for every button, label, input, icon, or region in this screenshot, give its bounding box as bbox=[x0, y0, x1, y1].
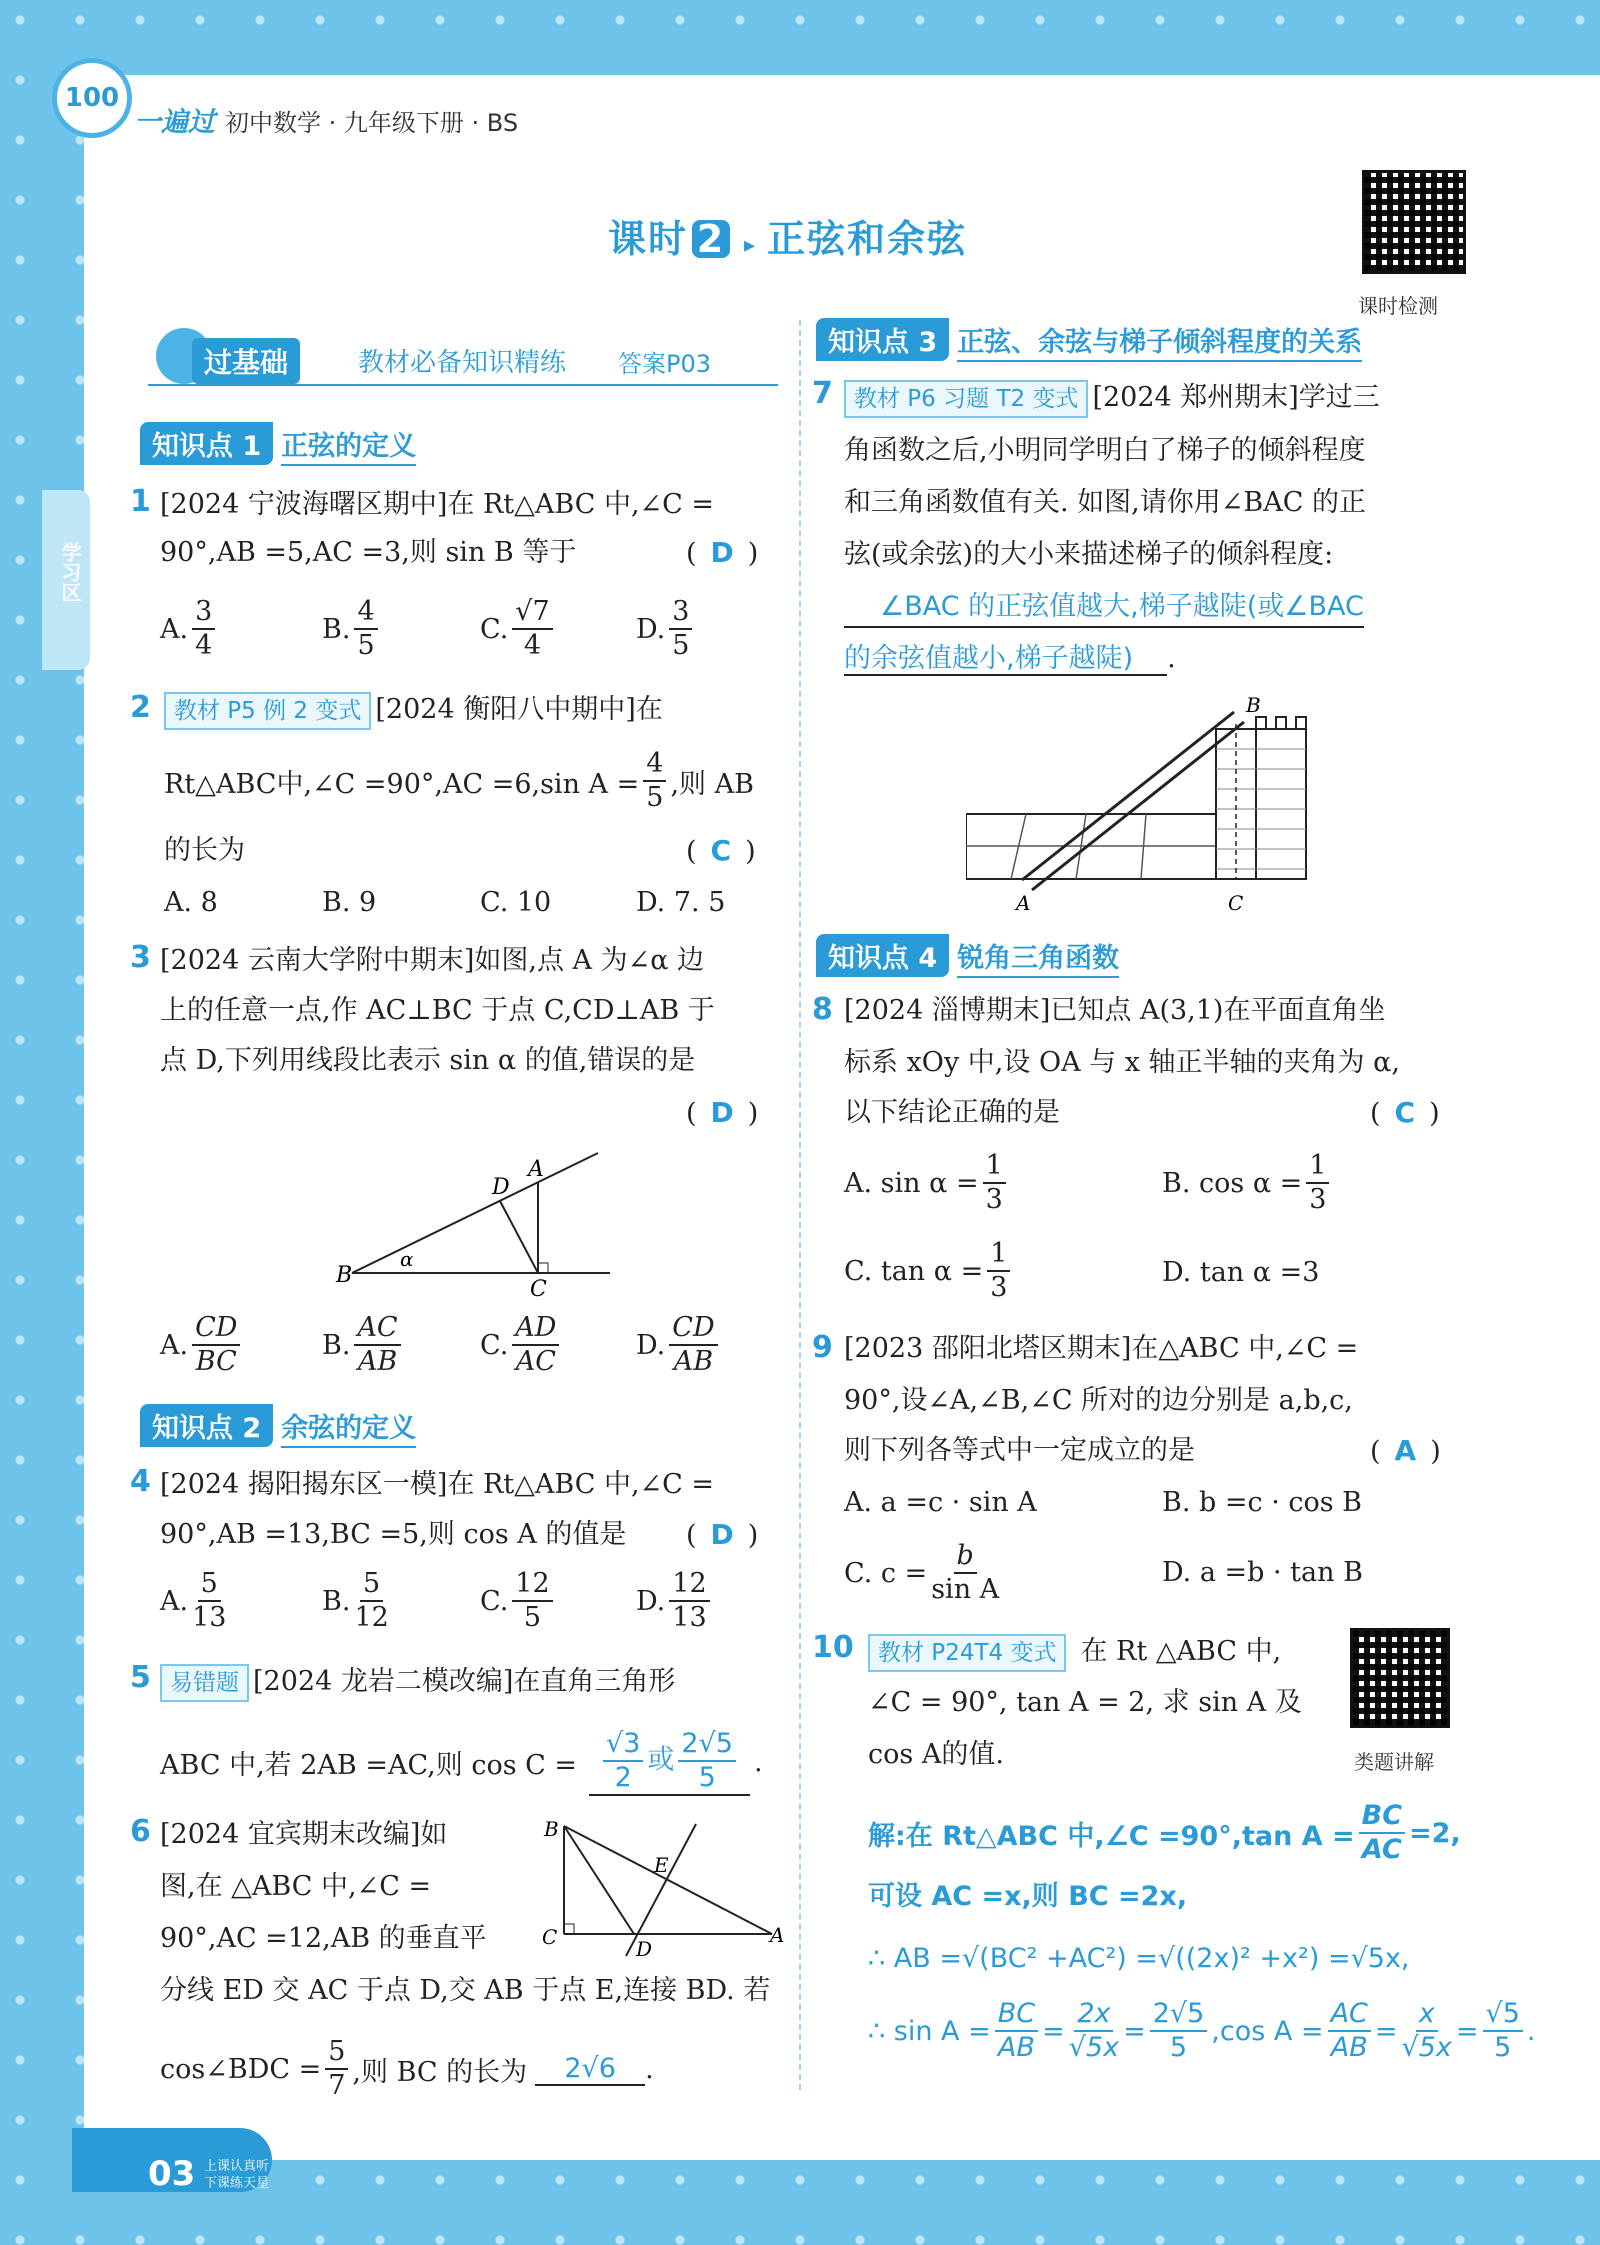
frac-den: sin A bbox=[931, 1574, 1000, 1605]
q7-text: [2024 郑州期末]学过三 bbox=[1092, 382, 1380, 413]
side-tab-label: 学习区 bbox=[58, 542, 82, 602]
q6-figure bbox=[536, 1816, 792, 1966]
title-arrow-icon: ▸ bbox=[744, 233, 758, 258]
frac-den: 5 bbox=[1169, 2032, 1188, 2063]
frac-num: 2x bbox=[1074, 1998, 1113, 2032]
q6-line-2: 图,在 △ABC 中,∠C = bbox=[160, 1871, 432, 1902]
frac-num: BC bbox=[1359, 1800, 1405, 1834]
title-number: 2 bbox=[692, 220, 730, 258]
fig-line-ba bbox=[564, 1826, 772, 1934]
option-label: C. bbox=[480, 613, 509, 645]
q6-end: . bbox=[645, 2053, 654, 2085]
q3-line-3: 点 D,下列用线段比表示 sin α 的值,错误的是 bbox=[160, 1045, 696, 1076]
option-label: A. bbox=[160, 1585, 189, 1617]
qr-label: 类题讲解 bbox=[1354, 1750, 1434, 1774]
frac-num: AC bbox=[1328, 1998, 1371, 2032]
frac-den: 4 bbox=[523, 630, 542, 661]
section-banner bbox=[148, 328, 778, 388]
q3-line-1: [2024 云南大学附中期末]如图,点 A 为∠α 边 bbox=[160, 945, 705, 976]
frac-den: 3 bbox=[985, 1184, 1003, 1215]
answer-num: 2√5 bbox=[678, 1728, 736, 1762]
option-text: A. sin α = bbox=[844, 1167, 979, 1199]
fig-right-angle bbox=[564, 1924, 574, 1934]
frac-num: b bbox=[954, 1540, 977, 1574]
frac-den: √5x bbox=[1068, 2032, 1120, 2063]
header-brand bbox=[134, 100, 518, 139]
q4-option-d[interactable] bbox=[636, 1568, 714, 1634]
q7-line-3: 和三角函数值有关. 如图,请你用∠BAC 的正 bbox=[844, 487, 1366, 518]
answer-letter: A bbox=[1394, 1434, 1417, 1467]
option-text: B. cos α = bbox=[1162, 1167, 1303, 1199]
kp-name: 锐角三角函数 bbox=[957, 943, 1119, 978]
knowledge-point-4 bbox=[816, 934, 1119, 977]
q9-line-2: 90°,设∠A,∠B,∠C 所对的边分别是 a,b,c, bbox=[844, 1385, 1353, 1416]
q10-solution-2: 可设 AC =x,则 BC =2x, bbox=[868, 1881, 1188, 1912]
page-title bbox=[608, 208, 967, 263]
question-number: 6 bbox=[130, 1814, 151, 1849]
q6-line-1: [2024 宜宾期末改编]如 bbox=[160, 1819, 448, 1850]
frac-num: √5 bbox=[1483, 1998, 1523, 2032]
frac-den: 5 bbox=[523, 1602, 542, 1633]
q3-option-a[interactable] bbox=[160, 1312, 244, 1378]
frac-num: 1 bbox=[983, 1150, 1006, 1184]
frac-num: AD bbox=[512, 1312, 559, 1346]
side-tab bbox=[42, 490, 90, 670]
frac-den: 13 bbox=[192, 1602, 227, 1633]
frac-num: CD bbox=[669, 1312, 717, 1346]
question-number: 3 bbox=[130, 940, 151, 975]
question-number: 9 bbox=[812, 1330, 833, 1365]
q2-line-3: 的长为 bbox=[164, 835, 245, 866]
title-prefix: 课时 bbox=[608, 217, 689, 261]
q3-line-2: 上的任意一点,作 AC⊥BC 于点 C,CD⊥AB 于 bbox=[160, 995, 715, 1026]
option-label: C. bbox=[480, 1585, 509, 1617]
option-label: B. bbox=[322, 1329, 351, 1361]
q7-ladder-figure bbox=[966, 694, 1346, 914]
answer-letter: C bbox=[1394, 1096, 1416, 1129]
answer-letter: D bbox=[710, 1096, 734, 1129]
q6-answer: 2√6 bbox=[535, 2053, 645, 2086]
option-label: C. bbox=[480, 1329, 509, 1361]
fig-label-e: E bbox=[654, 1853, 669, 1877]
q1-line-2: 90°,AB =5,AC =3,则 sin B 等于 bbox=[160, 537, 577, 568]
fig-line-bd bbox=[564, 1826, 634, 1934]
question-number: 8 bbox=[812, 992, 833, 1027]
option-label: B. bbox=[322, 613, 351, 645]
q2-text-a: Rt△ABC中,∠C =90°,AC =6,sin A = bbox=[164, 768, 640, 800]
q5-answer bbox=[589, 1728, 750, 1796]
option-text: C. tan α = bbox=[844, 1255, 984, 1287]
q8-line-3: 以下结论正确的是 bbox=[844, 1097, 1060, 1128]
option-label: D. bbox=[636, 1329, 666, 1361]
fig-label-c: C bbox=[530, 1277, 547, 1298]
frac-num: 4 bbox=[354, 596, 377, 630]
q7-line-4: 弦(或余弦)的大小来描述梯子的倾斜程度: bbox=[844, 539, 1334, 570]
frac-num: 12 bbox=[512, 1568, 552, 1602]
q7-answer-2-row bbox=[844, 642, 1176, 676]
q4-line-1: [2024 揭阳揭东区一模]在 Rt△ABC 中,∠C = bbox=[160, 1469, 715, 1500]
frac-num: 5 bbox=[325, 2036, 348, 2070]
frac-den: 7 bbox=[328, 2070, 346, 2101]
frac-num: AC bbox=[354, 1312, 400, 1346]
brand-name: 一遍过 bbox=[134, 107, 215, 138]
knowledge-point-2 bbox=[140, 1404, 416, 1447]
q2-option-c[interactable]: C. 10 bbox=[480, 887, 552, 918]
q4-option-a[interactable] bbox=[160, 1568, 230, 1634]
frac-den: 3 bbox=[990, 1272, 1008, 1303]
frac-num: 3 bbox=[192, 596, 215, 630]
question-number: 4 bbox=[130, 1464, 151, 1499]
answer-letter: D bbox=[710, 536, 734, 569]
q2-answer: ( C ) bbox=[686, 834, 756, 867]
q10-line-1 bbox=[868, 1634, 1281, 1672]
answer-num: √3 bbox=[603, 1728, 643, 1762]
logo-text: 100 bbox=[64, 83, 120, 113]
q8-option-b[interactable] bbox=[1162, 1150, 1333, 1216]
solution-text: ∴ sin A = bbox=[868, 2015, 991, 2047]
option-label: A. bbox=[160, 613, 189, 645]
frac-den: AB bbox=[357, 1346, 398, 1377]
q7-answer-2: 的余弦值越小,梯子越陡) bbox=[844, 643, 1167, 676]
q4-option-c[interactable] bbox=[480, 1568, 557, 1634]
option-label: B. bbox=[322, 1585, 351, 1617]
q1-line-1: [2024 宁波海曙区期中]在 Rt△ABC 中,∠C = bbox=[160, 489, 715, 520]
q8-answer: ( C ) bbox=[1370, 1096, 1440, 1129]
solution-end: . bbox=[1526, 2015, 1536, 2047]
kp-tag: 知识点 2 bbox=[140, 1404, 273, 1447]
frac-den: AB bbox=[673, 1346, 714, 1377]
source-badge: 教材 P6 习题 T2 变式 bbox=[844, 380, 1088, 418]
q5-line-1 bbox=[160, 1664, 675, 1702]
q2-option-b[interactable]: B. 9 bbox=[322, 887, 377, 918]
q4-option-b[interactable] bbox=[322, 1568, 393, 1634]
q9-answer: ( A ) bbox=[1370, 1434, 1441, 1467]
q6-text-a: cos∠BDC = bbox=[160, 2053, 322, 2085]
kp-tag: 知识点 1 bbox=[140, 422, 273, 465]
q2-text: [2024 衡阳八中期中]在 bbox=[375, 694, 663, 725]
subject-label: 初中数学 · 九年级下册 · BS bbox=[225, 109, 519, 137]
question-number: 2 bbox=[130, 690, 151, 725]
knowledge-point-1 bbox=[140, 422, 416, 465]
solution-text: ,cos A = bbox=[1211, 2015, 1324, 2047]
q5-text: [2024 龙岩二模改编]在直角三角形 bbox=[253, 1666, 676, 1697]
slogan-line-1: 上课认真听 bbox=[204, 2159, 270, 2174]
title-name: 正弦和余弦 bbox=[767, 217, 968, 261]
qr-code-icon[interactable] bbox=[1350, 1628, 1450, 1728]
fig-label-c: C bbox=[542, 1925, 558, 1949]
logo bbox=[52, 58, 132, 138]
footer-slogan bbox=[204, 2158, 269, 2192]
frac-den: AC bbox=[1361, 1834, 1402, 1865]
frac-num: x bbox=[1416, 1998, 1438, 2032]
kp-name: 正弦的定义 bbox=[281, 431, 416, 466]
q8-line-1: [2024 淄博期末]已知点 A(3,1)在平面直角坐 bbox=[844, 995, 1386, 1026]
frac-num: 1 bbox=[1306, 1150, 1329, 1184]
q2-text-b: ,则 AB bbox=[670, 768, 754, 800]
q6-line-5 bbox=[160, 2036, 654, 2102]
q9-line-1: [2023 邵阳北塔区期末]在△ABC 中,∠C = bbox=[844, 1333, 1359, 1364]
kp-tag: 知识点 3 bbox=[816, 318, 949, 361]
answer-den: 5 bbox=[698, 1762, 716, 1793]
difficulty-badge: 易错题 bbox=[160, 1664, 249, 1702]
slogan-line-2: 下课练天星 bbox=[204, 2176, 270, 2191]
frac-num: 1 bbox=[987, 1238, 1010, 1272]
frac-den: AC bbox=[515, 1346, 556, 1377]
q5-text-2: ABC 中,若 2AB =AC,则 cos C = bbox=[160, 1749, 578, 1781]
frac-den: 12 bbox=[354, 1602, 389, 1633]
fig-right-angle bbox=[538, 1263, 548, 1273]
frac-den: 5 bbox=[1494, 2032, 1512, 2063]
q1-option-b[interactable] bbox=[322, 596, 382, 662]
q9-option-c[interactable] bbox=[844, 1540, 1003, 1606]
banner-rule bbox=[148, 384, 778, 386]
q6-line-4: 分线 ED 交 AC 于点 D,交 AB 于点 E,连接 BD. 若 bbox=[160, 1975, 771, 2006]
question-number: 1 bbox=[130, 484, 151, 519]
answer-letter: D bbox=[710, 1518, 734, 1551]
fig-label-d: D bbox=[636, 1937, 653, 1961]
frac-den: 5 bbox=[357, 630, 375, 661]
page-number: 03 bbox=[148, 2154, 196, 2194]
fig-label-alpha: α bbox=[400, 1247, 414, 1271]
q9-option-b[interactable]: B. b =c · cos B bbox=[1162, 1487, 1363, 1518]
frac-num: 4 bbox=[643, 748, 666, 782]
q8-option-a[interactable] bbox=[844, 1150, 1010, 1216]
q8-line-2: 标系 xOy 中,设 OA 与 x 轴正半轴的夹角为 α, bbox=[844, 1047, 1400, 1078]
fig-label-a: A bbox=[770, 1923, 785, 1947]
q1-answer: ( D ) bbox=[686, 536, 759, 569]
q7-line-2: 角函数之后,小明同学明白了梯子的倾斜程度 bbox=[844, 435, 1366, 466]
fig-ladder-rail bbox=[1022, 712, 1234, 880]
q7-end: . bbox=[1167, 643, 1176, 674]
banner-subtitle: 教材必备知识精练 bbox=[358, 348, 567, 378]
answer-den: 2 bbox=[614, 1762, 632, 1793]
source-badge: 教材 P24T4 变式 bbox=[868, 1634, 1066, 1672]
q10-solution-1 bbox=[868, 1800, 1461, 1866]
q1-option-a[interactable] bbox=[160, 596, 219, 662]
frac-num: 2√5 bbox=[1150, 1998, 1208, 2032]
fig-label-a: A bbox=[1016, 891, 1031, 914]
frac-den: 4 bbox=[195, 630, 213, 661]
q4-answer: ( D ) bbox=[686, 1518, 759, 1551]
q3-option-c[interactable] bbox=[480, 1312, 563, 1378]
q7-line-1 bbox=[844, 380, 1380, 418]
fig-label-d: D bbox=[492, 1175, 510, 1200]
q1-option-c[interactable] bbox=[480, 596, 557, 662]
banner-answer-ref: 答案P03 bbox=[618, 350, 712, 378]
q3-option-b[interactable] bbox=[322, 1312, 405, 1378]
option-label: A. bbox=[160, 1329, 189, 1361]
q1-option-d[interactable] bbox=[636, 596, 696, 662]
frac-den: 5 bbox=[646, 782, 664, 813]
solution-text: =2, bbox=[1409, 1817, 1461, 1849]
frac-den: 13 bbox=[672, 1602, 707, 1633]
qr-label: 课时检测 bbox=[1358, 294, 1438, 318]
q5-line-2 bbox=[160, 1728, 763, 1796]
fig-ladder-rail bbox=[1032, 722, 1244, 890]
frac-den: AB bbox=[1330, 2032, 1368, 2063]
frac-num: √7 bbox=[512, 596, 552, 630]
frac-den: √5x bbox=[1401, 2032, 1452, 2063]
fig-wall-front bbox=[1256, 729, 1306, 879]
option-label: D. bbox=[636, 1585, 666, 1617]
q10-solution-3: ∴ AB =√(BC² +AC²) =√((2x)² +x²) =√5x, bbox=[868, 1943, 1410, 1974]
knowledge-point-3 bbox=[816, 318, 1362, 361]
kp-name: 正弦、余弦与梯子倾斜程度的关系 bbox=[957, 327, 1362, 362]
fig-line-ba bbox=[352, 1153, 598, 1273]
q3-option-d[interactable] bbox=[636, 1312, 722, 1378]
question-number: 7 bbox=[812, 376, 833, 411]
q10-text: 在 Rt △ABC 中, bbox=[1080, 1636, 1282, 1667]
frac-den: AB bbox=[997, 2032, 1035, 2063]
frac-num: CD bbox=[192, 1312, 240, 1346]
q3-figure bbox=[330, 1148, 620, 1298]
q2-option-d[interactable]: D. 7. 5 bbox=[636, 887, 726, 918]
kp-name: 余弦的定义 bbox=[281, 1413, 416, 1448]
q4-line-2: 90°,AB =13,BC =5,则 cos A 的值是 bbox=[160, 1519, 627, 1550]
fig-label-c: C bbox=[1228, 891, 1244, 914]
q10-line-2: ∠C = 90°, tan A = 2, 求 sin A 及 bbox=[868, 1687, 1302, 1718]
q5-end: . bbox=[753, 1746, 763, 1778]
fig-label-b: B bbox=[544, 1817, 559, 1841]
column-divider bbox=[799, 320, 801, 2090]
q2-line-2 bbox=[164, 748, 754, 814]
source-badge: 教材 P5 例 2 变式 bbox=[164, 692, 371, 730]
answer-or: 或 bbox=[647, 1744, 675, 1776]
frac-den: 5 bbox=[672, 630, 690, 661]
option-label: D. bbox=[636, 613, 666, 645]
frac-num: 3 bbox=[669, 596, 692, 630]
fig-label-b: B bbox=[336, 1263, 353, 1288]
q2-option-a[interactable]: A. 8 bbox=[164, 887, 218, 918]
fig-battlement bbox=[1256, 717, 1306, 729]
question-number: 5 bbox=[130, 1660, 151, 1695]
frac-num: BC bbox=[995, 1998, 1038, 2032]
q10-line-3: cos A的值. bbox=[868, 1739, 1004, 1770]
banner-title: 过基础 bbox=[192, 338, 300, 384]
q6-text-b: ,则 BC 的长为 bbox=[352, 2056, 528, 2088]
frac-den: BC bbox=[195, 1346, 237, 1377]
q8-option-d[interactable]: D. tan α =3 bbox=[1162, 1257, 1320, 1288]
q6-line-3: 90°,AC =12,AB 的垂直平 bbox=[160, 1923, 487, 1954]
q9-line-3: 则下列各等式中一定成立的是 bbox=[844, 1435, 1195, 1466]
frac-den: 3 bbox=[1309, 1184, 1327, 1215]
frac-num: 5 bbox=[360, 1568, 383, 1602]
solution-text: 解:在 Rt△ABC 中,∠C =90°,tan A = bbox=[868, 1820, 1355, 1852]
q8-option-c[interactable] bbox=[844, 1238, 1014, 1304]
answer-letter: C bbox=[710, 834, 732, 867]
fig-line-cd bbox=[500, 1201, 538, 1273]
q9-option-a[interactable]: A. a =c · sin A bbox=[844, 1487, 1037, 1518]
frac-num: 5 bbox=[198, 1568, 221, 1602]
q7-answer-1: ∠BAC 的正弦值越大,梯子越陡(或∠BAC bbox=[844, 590, 1364, 628]
q10-solution-4: ∴ sin A = $\frac{BC}{AB}$ = $\frac{2x}{√5x}$ = $\frac{2√5}{5}$ ,cos A = $\frac{AC}{AB}$ = $\frac{x}{√5x}$ = $\frac{√5}{5}$ . bbox=[868, 1998, 1536, 2063]
frac-num: 12 bbox=[669, 1568, 709, 1602]
kp-tag: 知识点 4 bbox=[816, 934, 949, 977]
question-number: 10 bbox=[812, 1630, 854, 1665]
fig-label-b: B bbox=[1246, 694, 1261, 717]
fig-label-a: A bbox=[528, 1157, 544, 1182]
qr-code-icon[interactable] bbox=[1362, 170, 1466, 274]
q9-option-d[interactable]: D. a =b · tan B bbox=[1162, 1557, 1363, 1588]
q2-line-1 bbox=[164, 692, 663, 730]
q3-answer: ( D ) bbox=[686, 1096, 759, 1129]
option-text: C. c = bbox=[844, 1557, 928, 1589]
